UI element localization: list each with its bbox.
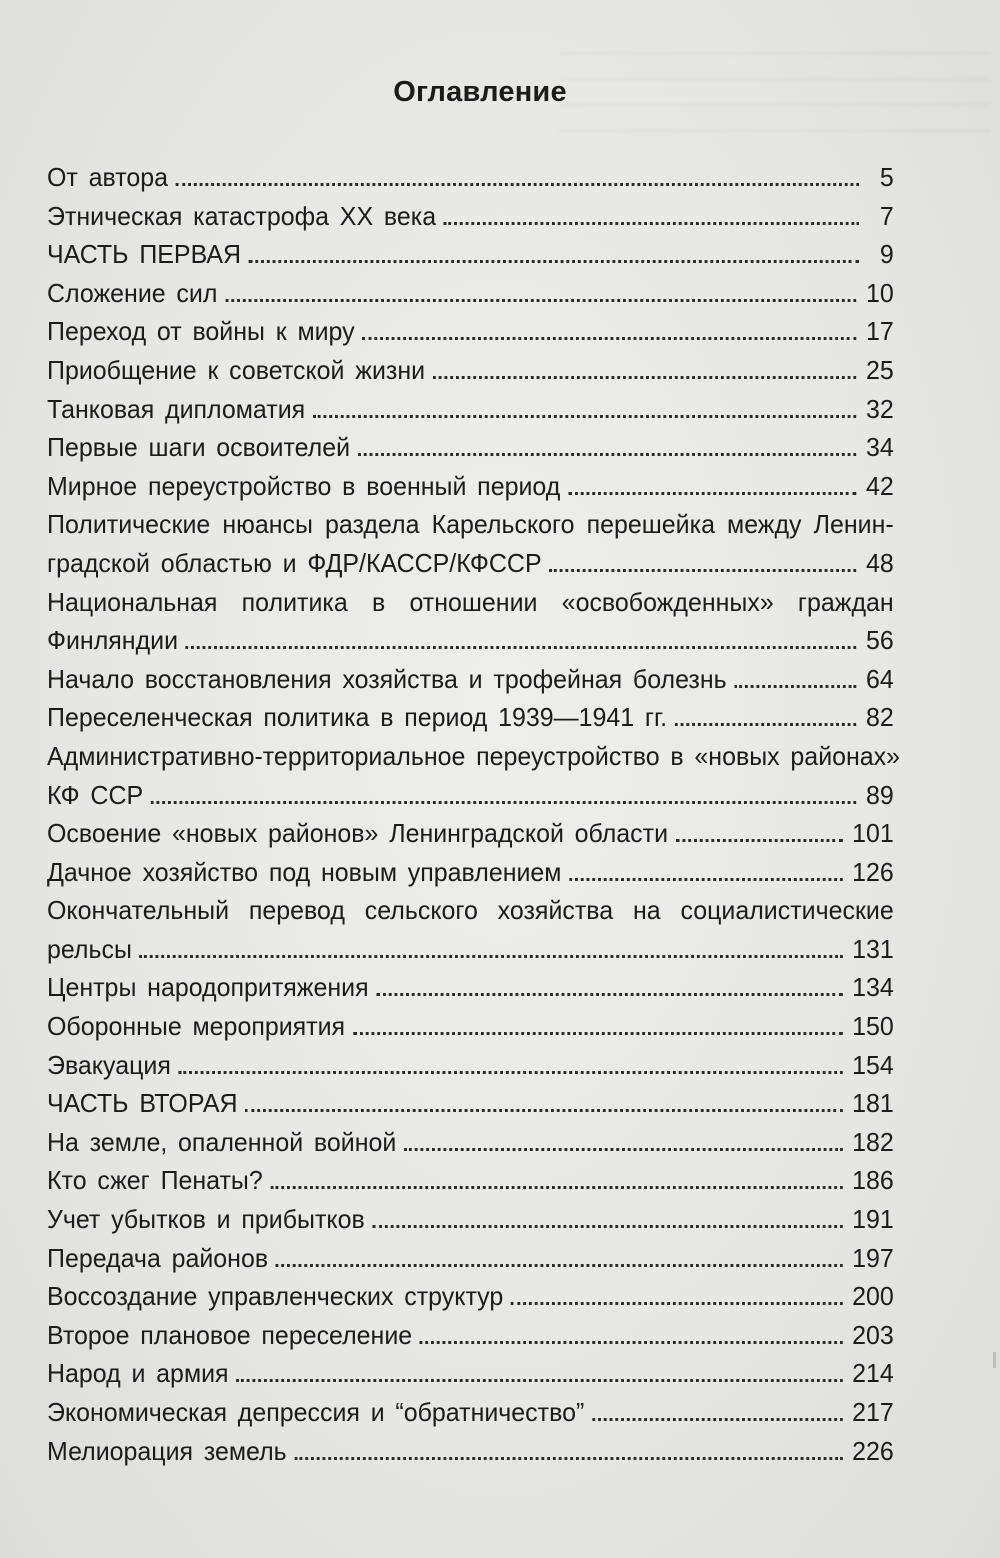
toc-entry-page-number: 9	[879, 239, 894, 270]
dot-leader	[734, 668, 856, 688]
toc-entry-title: Приобщение к советской жизни	[47, 354, 426, 385]
toc-entry	[47, 583, 894, 622]
toc-entry	[47, 1277, 894, 1316]
toc-entry-title: Учет убытков и прибытков	[47, 1204, 365, 1235]
toc-entry-title: градской областью и ФДР/КАССР/КФССР	[47, 547, 542, 578]
toc-entry	[47, 698, 894, 737]
toc-entry-title: Эвакуация	[47, 1049, 171, 1080]
dot-leader	[358, 436, 857, 456]
toc-entry	[47, 274, 894, 313]
toc-entry	[47, 1161, 894, 1200]
toc-entry-page-number: 226	[852, 1435, 894, 1466]
toc-entry	[47, 1084, 894, 1123]
dot-leader	[372, 1208, 842, 1228]
toc-entry-page-number: 191	[852, 1204, 894, 1235]
dot-leader	[592, 1401, 843, 1421]
toc-entry	[47, 891, 894, 930]
toc-entry-page-number: 17	[865, 316, 894, 347]
toc-entry	[47, 312, 894, 351]
toc-entry-title: Оборонные мероприятия	[47, 1011, 346, 1042]
toc-entry-page-number: 186	[852, 1165, 894, 1196]
toc-entry-title: Окончательный перевод сельского хозяйства на социалистические	[47, 895, 894, 926]
toc-entry-title: Финляндии	[47, 625, 179, 656]
toc-entry-title: рельсы	[47, 933, 132, 964]
toc-entry	[47, 390, 894, 429]
toc-entry	[47, 544, 894, 583]
toc-entry-page-number: 32	[865, 393, 894, 424]
toc-entry-page-number: 197	[852, 1242, 894, 1273]
toc-entry-title: Этническая катастрофа XX века	[47, 200, 437, 231]
toc-entry-title: Переход от войны к миру	[47, 316, 355, 347]
toc-entry-page-number: 82	[865, 702, 894, 733]
toc-entry	[47, 1432, 894, 1471]
toc-entry-title: Второе плановое переселение	[47, 1319, 413, 1350]
toc-entry	[47, 467, 894, 506]
toc-entry-title: Сложение сил	[47, 277, 218, 308]
toc-entry-title: От автора	[47, 162, 169, 192]
toc-entry	[47, 235, 894, 274]
toc-entry-title: Центры народопритяжения	[47, 972, 369, 1003]
toc-entry-title: ЧАСТЬ ПЕРВАЯ	[47, 239, 242, 270]
toc-entry-page-number: 89	[865, 779, 894, 810]
toc-entry-page-number: 64	[865, 663, 894, 694]
dot-leader	[270, 1169, 842, 1189]
toc-entry-page-number: 7	[879, 200, 894, 231]
dot-leader	[151, 784, 857, 804]
toc-entry	[47, 158, 894, 197]
toc-entry	[47, 930, 894, 969]
toc-entry-page-number: 214	[852, 1358, 894, 1389]
toc-entry-page-number: 181	[852, 1088, 894, 1119]
toc-entry-page-number: 217	[852, 1397, 894, 1427]
dot-leader	[249, 243, 859, 263]
toc-entry-page-number: 131	[852, 933, 894, 964]
dot-leader	[179, 1054, 843, 1074]
toc-entry	[47, 505, 894, 544]
dot-leader	[245, 1092, 842, 1112]
toc-entry-title: На земле, опаленной войной	[47, 1126, 397, 1157]
toc-entry-title: Освоение «новых районов» Ленинградской области	[47, 818, 669, 849]
toc-entry-page-number: 42	[865, 470, 894, 501]
dot-leader	[376, 976, 842, 996]
dot-leader	[511, 1285, 843, 1305]
toc-entry-title: Танковая дипломатия	[47, 393, 306, 424]
toc-entry-title: Передача районов	[47, 1242, 269, 1273]
toc-entry	[47, 197, 894, 236]
dot-leader	[225, 282, 856, 302]
toc-entry-page-number: 34	[865, 432, 894, 463]
toc-entry-title: Экономическая депрессия и “обратничество”	[47, 1397, 585, 1427]
dot-leader	[444, 205, 859, 225]
page-title: Оглавление	[393, 76, 567, 108]
toc-entry-title: Кто сжег Пенаты?	[47, 1165, 263, 1196]
toc-entry-page-number: 101	[852, 818, 894, 849]
toc-entry-title: Народ и армия	[47, 1358, 229, 1389]
toc-entry-page-number: 10	[865, 277, 894, 308]
toc-entry	[47, 428, 894, 467]
toc-entry-page-number: 203	[852, 1319, 894, 1350]
dot-leader	[294, 1440, 842, 1460]
toc-entry-page-number: 56	[865, 625, 894, 656]
dot-leader	[568, 475, 856, 495]
toc-entry-title: Первые шаги освоителей	[47, 432, 351, 463]
toc-entry-page-number: 134	[852, 972, 894, 1003]
toc-entry-page-number: 150	[852, 1011, 894, 1042]
toc-entry-title: Начало восстановления хозяйства и трофейная болезнь	[47, 663, 727, 694]
toc-entry-title: Мелиорация земель	[47, 1435, 287, 1466]
dot-leader	[176, 166, 859, 186]
toc-entry	[47, 621, 894, 660]
page-edge-mark	[993, 1352, 996, 1368]
dot-leader	[362, 320, 856, 340]
toc-entry-title: Административно-территориальное переустройство в «новых районах»	[47, 740, 901, 771]
table-of-contents	[47, 158, 929, 1470]
toc-entry	[47, 1393, 894, 1432]
dot-leader	[676, 822, 843, 842]
toc-entry	[47, 660, 894, 699]
toc-entry-title: ЧАСТЬ ВТОРАЯ	[47, 1088, 238, 1119]
toc-entry	[47, 351, 894, 390]
toc-entry-title: Дачное хозяйство под новым управлением	[47, 856, 562, 887]
toc-entry	[47, 1046, 894, 1085]
dot-leader	[675, 706, 857, 726]
toc-entry	[47, 853, 894, 892]
dot-leader	[433, 359, 857, 379]
dot-leader	[353, 1015, 843, 1035]
toc-entry-page-number: 5	[879, 162, 894, 192]
toc-entry-title: Политические нюансы раздела Карельского перешейка между Ленин-	[47, 509, 894, 540]
dot-leader	[236, 1362, 842, 1382]
dot-leader	[549, 552, 856, 572]
dot-leader	[276, 1247, 843, 1267]
toc-entry	[47, 1316, 894, 1355]
toc-entry-title: Национальная политика в отношении «освобожденных» граждан	[47, 586, 894, 617]
toc-entry	[47, 737, 901, 776]
dot-leader	[140, 938, 843, 958]
toc-entry	[47, 968, 894, 1007]
dot-leader	[420, 1324, 843, 1344]
toc-entry-page-number: 126	[852, 856, 894, 887]
dot-leader	[313, 398, 857, 418]
toc-entry	[47, 1007, 894, 1046]
toc-entry-page-number: 200	[852, 1281, 894, 1312]
dot-leader	[186, 629, 857, 649]
toc-entry	[47, 1239, 894, 1278]
dot-leader	[404, 1131, 842, 1151]
dot-leader	[569, 861, 842, 881]
toc-entry	[47, 1200, 894, 1239]
toc-entry-page-number: 25	[865, 354, 894, 385]
toc-entry	[47, 1354, 894, 1393]
toc-entry-title: Воссоздание управленческих структур	[47, 1281, 504, 1312]
toc-entry-title: Мирное переустройство в военный период	[47, 470, 561, 501]
toc-entry-title: Переселенческая политика в период 1939—1941 гг.	[47, 702, 668, 733]
toc-entry-page-number: 48	[865, 547, 894, 578]
toc-entry-title: КФ ССР	[47, 779, 144, 810]
toc-entry	[47, 814, 894, 853]
toc-entry	[47, 1123, 894, 1162]
toc-entry-page-number: 154	[852, 1049, 894, 1080]
toc-entry	[47, 776, 894, 815]
toc-entry-page-number: 182	[852, 1126, 894, 1157]
